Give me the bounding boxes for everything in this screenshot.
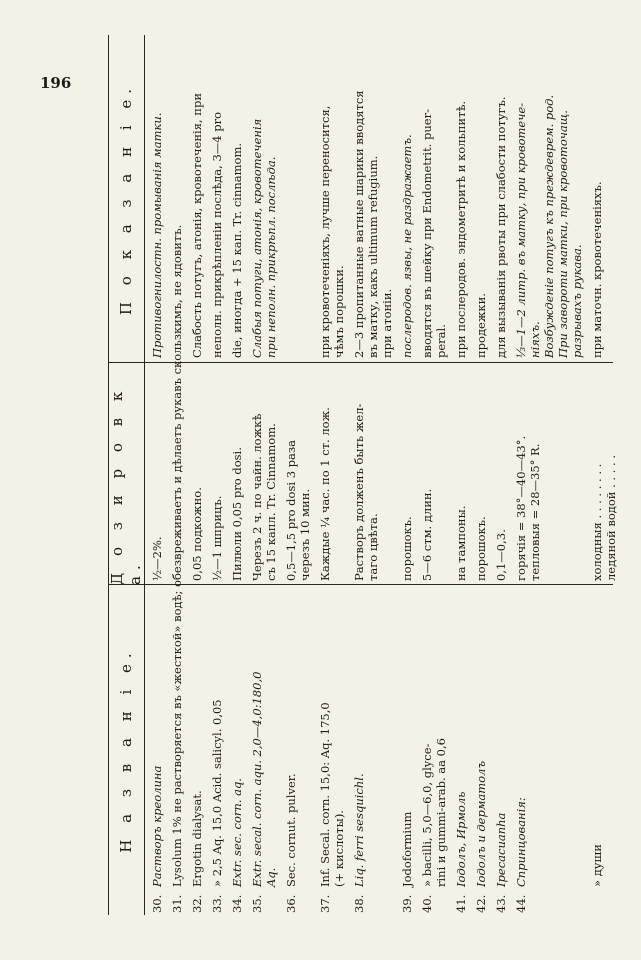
- dose-line: ледяной водой . . . . .: [604, 455, 618, 581]
- dose-cell: [400, 366, 414, 581]
- table-row: [250, 35, 278, 915]
- name-cell: [494, 591, 508, 887]
- name-line: Iодолъ, Ирмоль: [454, 791, 468, 887]
- ind-line: ніяхъ.: [528, 321, 542, 358]
- ind-line: продежки.: [474, 293, 488, 358]
- ind-cell: [400, 38, 414, 358]
- name-cell: [454, 591, 468, 887]
- name-cell: [170, 224, 184, 887]
- name-line: » души: [590, 844, 604, 887]
- table-row: [514, 35, 584, 915]
- ind-line: Слабость потугъ, атонія, кровотеченія, при: [190, 93, 204, 358]
- dose-cell: [230, 366, 244, 581]
- ind-line: при кровотеченіяхъ, лучше переносится,: [318, 105, 332, 358]
- dose-cell: [514, 366, 542, 581]
- dose-cell: [494, 366, 508, 581]
- dose-cell: [590, 366, 618, 581]
- dose-line: ½—1 шприцъ.: [210, 495, 224, 581]
- row-number: 31.: [170, 894, 184, 913]
- ind-cell: [250, 38, 278, 358]
- name-line: Extr. sec. corn. aq.: [230, 778, 244, 887]
- row-number: 43.: [494, 894, 508, 913]
- name-cell: [150, 591, 164, 887]
- top-rule: [108, 35, 109, 915]
- name-line: Растворъ креолина: [150, 765, 164, 887]
- dose-cell: [210, 366, 224, 581]
- ind-line: При завороти матки, при кровоточащ.: [556, 110, 570, 358]
- ind-line: peral.: [434, 324, 448, 358]
- header-rule: [144, 35, 145, 915]
- dose-line: холодныя . . . . . . . .: [590, 463, 604, 581]
- name-cell: [514, 591, 528, 887]
- ind-line: при атоніи.: [380, 288, 394, 358]
- row-number: 39.: [400, 894, 414, 913]
- name-line: Sec. cornut. pulver.: [284, 773, 298, 887]
- ind-cell: [590, 38, 604, 358]
- table-row: [400, 35, 414, 915]
- ind-line: послеродов. язвы, не раздражаетъ.: [400, 134, 414, 358]
- ind-line: чѣмъ порошки.: [332, 265, 346, 358]
- ind-line: Возбужденіе потугъ къ преждеврем. род.: [542, 94, 556, 358]
- dose-line: Черезъ 2 ч. по чайн. ложкѣ: [250, 413, 264, 581]
- header-name: Н а з в а н і е.: [117, 647, 135, 853]
- indications-table: [108, 35, 618, 915]
- ind-line: при маточн. кровотеченіяхъ.: [590, 181, 604, 358]
- ind-cell: [352, 38, 394, 358]
- page-number: 196: [40, 74, 72, 92]
- ind-cell: [318, 38, 346, 358]
- ind-line: Противогнилостн. промыванія матки.: [150, 112, 164, 358]
- ind-line: ⅓—1—2 литр. въ матку, при кровотече-: [514, 102, 528, 358]
- ind-cell: [454, 38, 468, 358]
- ind-cell: [190, 38, 204, 358]
- table-row: [150, 35, 164, 915]
- table-row: [590, 35, 618, 915]
- ind-cell: [230, 38, 244, 358]
- name-cell: [420, 591, 448, 887]
- dose-cell: [250, 366, 278, 581]
- row-number: 40.: [420, 894, 434, 913]
- dose-cell: [284, 366, 312, 581]
- name-line: Liq. ferri sesquichl.: [352, 773, 366, 887]
- name-line: » bacilli, 5,0—6,0, glyce-: [420, 743, 434, 887]
- row-number: 38.: [352, 894, 366, 913]
- rotated-table: [108, 35, 618, 915]
- name-line: (+ кислоты).: [332, 810, 346, 887]
- dose-line: тепловыя = 28—35° R.: [528, 443, 542, 581]
- ind-line: при послеродов. эндометритѣ и кольпитѣ.: [454, 100, 468, 358]
- dose-line: Каждые ¼ час. по 1 ст. лож.: [318, 407, 332, 581]
- ind-line: неполн. прикрѣпленіи послѣда, 3—4 pro: [210, 111, 224, 358]
- name-line: Jodoformium: [400, 811, 414, 887]
- name-line: Ergotin dialysat.: [190, 790, 204, 887]
- dose-line: 0,05 подкожно.: [190, 487, 204, 581]
- name-cell: [210, 591, 224, 887]
- table-row: [170, 35, 184, 915]
- name-cell: [284, 591, 298, 887]
- ind-line: 2—3 пропитанные ватные шарики вводятся: [352, 90, 366, 358]
- dose-line: порошокъ.: [474, 516, 488, 581]
- table-row: [474, 35, 488, 915]
- dose-cell: [190, 366, 204, 581]
- dose-line: черезъ 10 мин.: [298, 488, 312, 581]
- dose-line: таго цвѣта.: [366, 513, 380, 581]
- name-cell: [400, 591, 414, 887]
- dose-cell: [150, 366, 164, 581]
- name-line: Ipecacuanha: [494, 812, 508, 887]
- name-line: rini и gummi-arab. aa 0,6: [434, 738, 448, 887]
- dose-cell: [454, 366, 468, 581]
- dose-line: Растворъ долженъ быть жел-: [352, 403, 366, 581]
- dose-line: 0,5—1,5 pro dosi 3 раза: [284, 439, 298, 581]
- row-number: 35.: [250, 894, 264, 913]
- row-number: 30.: [150, 894, 164, 913]
- ind-line: вводятся въ шейку при Endometrit. puer-: [420, 109, 434, 358]
- name-line: Inf. Secal. corn. 15,0: Aq. 175,0: [318, 702, 332, 887]
- header-dosage: Д о з и р о в к а.: [108, 385, 144, 585]
- dose-line: 0,1—0,3.: [494, 529, 508, 581]
- row-number: 41.: [454, 894, 468, 913]
- dose-line: на тампоны.: [454, 505, 468, 581]
- name-line: Aq.: [264, 867, 278, 887]
- name-cell: [230, 591, 244, 887]
- name-cell: [590, 591, 604, 887]
- name-cell: [190, 591, 204, 887]
- dose-line: горячія = 38°—40—43°.: [514, 435, 528, 581]
- table-row: [454, 35, 468, 915]
- dose-line: ½—2%.: [150, 536, 164, 581]
- row-number: 37.: [318, 894, 332, 913]
- name-line: Iодолъ и дерматолъ: [474, 760, 488, 887]
- table-row: [210, 35, 224, 915]
- name-line: Extr. secal. corn. aqu. 2,0—4,0:180,0: [250, 671, 264, 887]
- dose-line: съ 15 капл. Tr. Cinnamom.: [264, 423, 278, 581]
- ind-cell: [210, 38, 224, 358]
- name-line: » 2,5 Aq. 15,0 Acid. salicyl. 0,05: [210, 699, 224, 887]
- row-number: 44.: [514, 894, 528, 913]
- table-row: [284, 35, 312, 915]
- ind-line: разрывахъ рукава.: [570, 244, 584, 358]
- dose-cell: [420, 366, 434, 581]
- dose-cell: [474, 366, 488, 581]
- table-row: [190, 35, 204, 915]
- dose-line: Пилюли 0,05 pro dosi.: [230, 447, 244, 581]
- row-number: 32.: [190, 894, 204, 913]
- table-row: [420, 35, 448, 915]
- ind-line: die, иногда + 15 кап. Tr. cinnamom.: [230, 142, 244, 358]
- dose-line: порошокъ.: [400, 516, 414, 581]
- table-row: [318, 35, 346, 915]
- table-row: [494, 35, 508, 915]
- dose-line: 5—6 стм. длин.: [420, 488, 434, 581]
- ind-line: въ матку, какъ ultimum refugium.: [366, 155, 380, 358]
- ind-cell: [420, 38, 448, 358]
- row-number: 42.: [474, 894, 488, 913]
- ind-line: для вызыванія рвоты при слабости потугъ.: [494, 96, 508, 358]
- ind-cell: [514, 38, 584, 358]
- table-row: [230, 35, 244, 915]
- ind-cell: [494, 38, 508, 358]
- row-number: 36.: [284, 894, 298, 913]
- ind-cell: [474, 38, 488, 358]
- name-cell: [250, 591, 278, 887]
- dose-cell: [318, 366, 332, 581]
- name-line: Спринцованія:: [514, 797, 528, 887]
- name-cell: [352, 591, 366, 887]
- dose-cell: [352, 366, 380, 581]
- row-number: 34.: [230, 894, 244, 913]
- table-row: [352, 35, 394, 915]
- ind-cell: [150, 38, 164, 358]
- row-number: 33.: [210, 894, 224, 913]
- name-line: Lysolum 1% не растворяется въ «жесткой» водѣ; обезвреживаетъ и дѣлаетъ рукавъ скользкимъ, не ядовитъ.: [170, 224, 184, 887]
- name-cell: [474, 591, 488, 887]
- ind-line: при неполн. прикрѣпл. послѣда.: [264, 156, 278, 358]
- ind-line: Слабыя потуги, атонія, кровотеченія: [250, 118, 264, 358]
- name-cell: [318, 591, 346, 887]
- header-indication: П о к а з а н і е.: [117, 82, 135, 316]
